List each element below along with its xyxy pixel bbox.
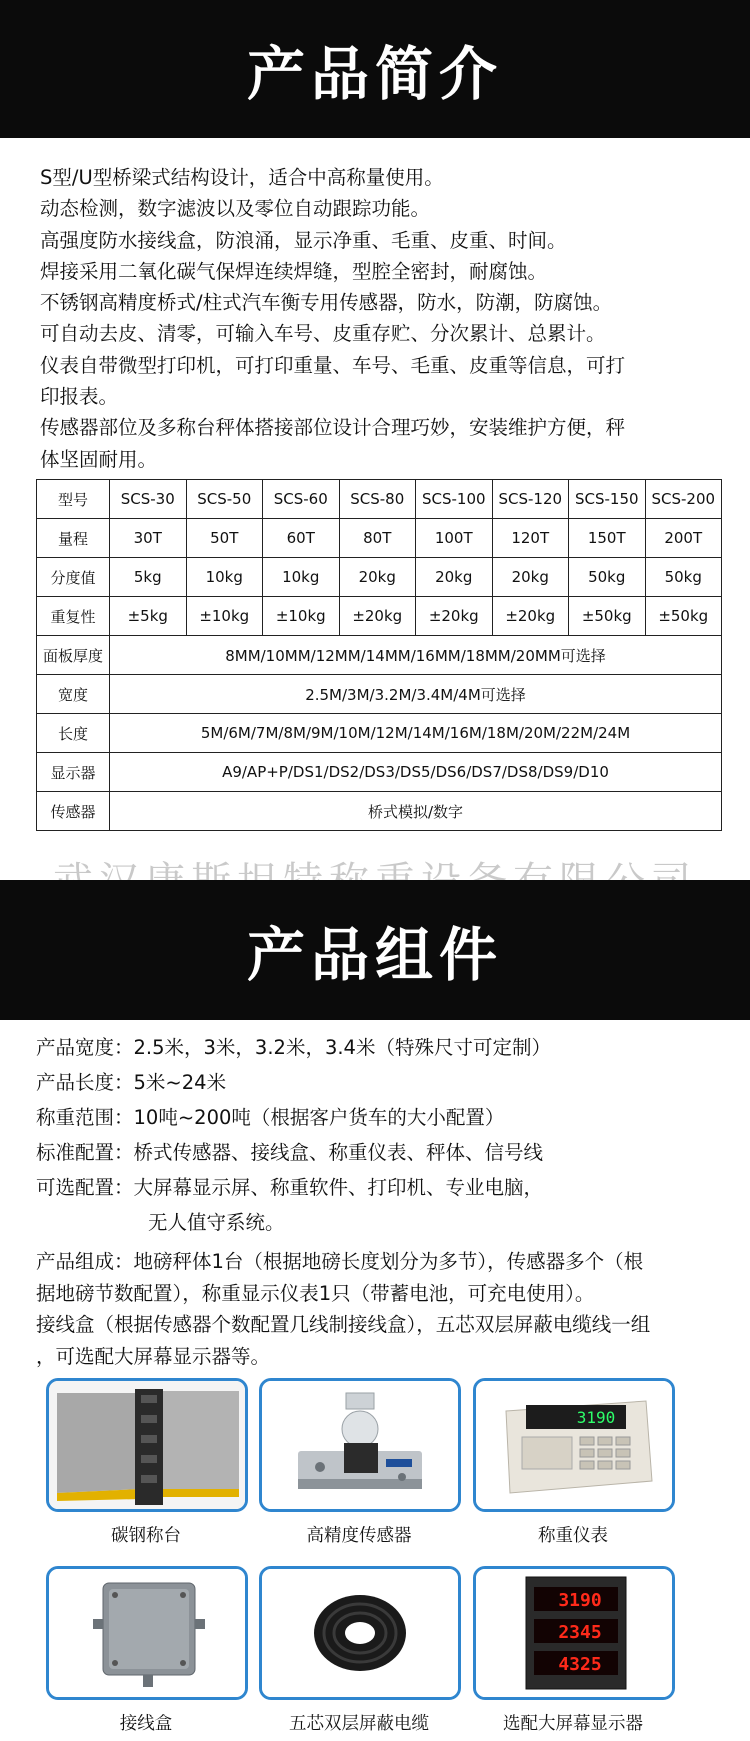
table-cell: 20kg xyxy=(416,558,493,597)
table-cell: 10kg xyxy=(186,558,263,597)
table-row xyxy=(37,636,722,675)
table-cell: 100T xyxy=(416,519,493,558)
model-cell: SCS-60 xyxy=(263,480,340,519)
table-row xyxy=(37,675,722,714)
row-header: 面板厚度 xyxy=(37,636,110,675)
row-header: 传感器 xyxy=(37,792,110,831)
table-cell: ±10kg xyxy=(263,597,340,636)
spec-value: 10吨~200吨（根据客户货车的大小配置） xyxy=(133,1106,505,1129)
list-item xyxy=(36,1135,726,1170)
spec-value: 2.5米，3米，3.2米，3.4米（特殊尺寸可定制） xyxy=(133,1036,551,1059)
intro-line: 体坚固耐用。 xyxy=(40,447,158,471)
intro-line: 可自动去皮、清零，可输入车号、皮重存贮、分次累计、总累计。 xyxy=(40,322,606,346)
spec-value: 桥式传感器、接线盒、称重仪表、秤体、信号线 xyxy=(133,1141,544,1164)
row-header: 显示器 xyxy=(37,753,110,792)
row-header: 量程 xyxy=(37,519,110,558)
intro-line: 不锈钢高精度桥式/柱式汽车衡专用传感器，防水，防潮，防腐蚀。 xyxy=(40,291,613,315)
intro-banner xyxy=(0,0,750,138)
steel-platform-image xyxy=(46,1378,248,1512)
table-cell: 50kg xyxy=(645,558,722,597)
list-item xyxy=(36,1030,726,1065)
table-row xyxy=(37,753,722,792)
components-list xyxy=(36,1030,726,1372)
intro-line: 高强度防水接线盒，防浪涌，显示净重、毛重、皮重、时间。 xyxy=(40,228,567,252)
table-row xyxy=(37,714,722,753)
product-label: 五芯双层屏蔽电缆 xyxy=(289,1714,429,1734)
junction-box-image xyxy=(46,1566,248,1700)
model-cell: SCS-80 xyxy=(339,480,416,519)
table-row xyxy=(37,480,722,519)
list-item xyxy=(36,1065,726,1100)
product-label: 高精度传感器 xyxy=(306,1526,412,1546)
product-label: 碳钢称台 xyxy=(111,1526,181,1546)
row-header: 重复性 xyxy=(37,597,110,636)
table-cell: 桥式模拟/数字 xyxy=(110,792,722,831)
composition-line: 据地磅节数配置），称重显示仪表1只（带蓄电池，可充电使用）。 xyxy=(36,1281,595,1305)
table-cell: 50kg xyxy=(569,558,646,597)
intro-line: 仪表自带微型打印机，可打印重量、车号、毛重、皮重等信息，可打 xyxy=(40,353,626,377)
table-row xyxy=(37,792,722,831)
intro-line: 印报表。 xyxy=(40,385,119,409)
intro-line: 传感器部位及多称台秤体搭接部位设计合理巧妙，安装维护方便，秤 xyxy=(40,416,626,440)
model-cell: SCS-200 xyxy=(645,480,722,519)
components-banner xyxy=(0,880,750,1020)
table-cell: 20kg xyxy=(492,558,569,597)
cable-coil-image xyxy=(259,1566,461,1700)
table-cell: 50T xyxy=(186,519,263,558)
table-cell: ±10kg xyxy=(186,597,263,636)
product-card xyxy=(46,1378,246,1547)
intro-line: 焊接采用二氧化碳气保焊连续焊缝，型腔全密封，耐腐蚀。 xyxy=(40,259,548,283)
table-cell: 2.5M/3M/3.2M/3.4M/4M可选择 xyxy=(110,675,722,714)
product-card xyxy=(473,1378,673,1547)
display-reading: 4325 xyxy=(558,1654,602,1675)
product-card xyxy=(46,1566,246,1735)
table-cell: ±20kg xyxy=(339,597,416,636)
product-card xyxy=(259,1566,459,1735)
table-cell: ±20kg xyxy=(416,597,493,636)
table-row xyxy=(37,519,722,558)
table-cell: 10kg xyxy=(263,558,340,597)
row-header: 长度 xyxy=(37,714,110,753)
table-cell: ±50kg xyxy=(645,597,722,636)
table-cell: 80T xyxy=(339,519,416,558)
table-cell: ±50kg xyxy=(569,597,646,636)
spec-key: 产品长度： xyxy=(36,1071,134,1094)
table-cell: 120T xyxy=(492,519,569,558)
table-cell: 60T xyxy=(263,519,340,558)
table-cell: 5M/6M/7M/8M/9M/10M/12M/14M/16M/18M/20M/22M/24M xyxy=(110,714,722,753)
table-cell: 200T xyxy=(645,519,722,558)
composition-line: 产品组成：地磅秤体1台（根据地磅长度划分为多节），传感器多个（根 xyxy=(36,1250,644,1273)
indicator-reading: 3190 xyxy=(576,1408,616,1427)
table-cell: ±20kg xyxy=(492,597,569,636)
intro-line: 动态检测，数字滤波以及零位自动跟踪功能。 xyxy=(40,197,431,221)
table-row xyxy=(37,597,722,636)
model-cell: SCS-50 xyxy=(186,480,263,519)
model-cell: SCS-120 xyxy=(492,480,569,519)
intro-list xyxy=(40,162,720,475)
spec-key: 产品宽度： xyxy=(36,1036,134,1059)
spec-value: 大屏幕显示屏、称重软件、打印机、专业电脑， xyxy=(133,1176,544,1199)
display-reading: 2345 xyxy=(558,1622,602,1643)
spec-key: 可选配置： xyxy=(36,1176,134,1199)
table-cell: 30T xyxy=(110,519,187,558)
table-cell: ±5kg xyxy=(110,597,187,636)
row-header: 宽度 xyxy=(37,675,110,714)
row-header: 分度值 xyxy=(37,558,110,597)
product-label: 选配大屏幕显示器 xyxy=(503,1714,643,1734)
row-header: 型号 xyxy=(37,480,110,519)
list-item xyxy=(36,1100,726,1135)
composition-line: 接线盒（根据传感器个数配置几线制接线盒），五芯双层屏蔽电缆线一组 xyxy=(36,1313,651,1336)
table-cell: 150T xyxy=(569,519,646,558)
product-label: 接线盒 xyxy=(119,1714,173,1734)
model-cell: SCS-100 xyxy=(416,480,493,519)
spec-table xyxy=(36,479,722,831)
table-cell: 20kg xyxy=(339,558,416,597)
intro-title: 产品简介 xyxy=(246,40,503,108)
product-card xyxy=(473,1566,673,1735)
optional-config-continued: 无人值守系统。 xyxy=(148,1211,285,1234)
table-row xyxy=(37,558,722,597)
components-title: 产品组件 xyxy=(246,921,503,989)
model-cell: SCS-30 xyxy=(110,480,187,519)
spec-value: 5米~24米 xyxy=(133,1071,227,1094)
load-cell-image xyxy=(259,1378,461,1512)
big-display-image xyxy=(473,1566,675,1700)
table-cell: 5kg xyxy=(110,558,187,597)
product-card xyxy=(259,1378,459,1547)
model-cell: SCS-150 xyxy=(569,480,646,519)
weighing-indicator-image xyxy=(473,1378,675,1512)
composition-line: ，可选配大屏幕显示器等。 xyxy=(36,1344,271,1368)
list-item xyxy=(36,1170,726,1205)
intro-line: S型/U型桥梁式结构设计，适合中高称量使用。 xyxy=(40,166,444,189)
display-reading: 3190 xyxy=(558,1590,602,1611)
product-label: 称重仪表 xyxy=(538,1526,608,1546)
spec-key: 标准配置： xyxy=(36,1141,134,1164)
table-cell: 8MM/10MM/12MM/14MM/16MM/18MM/20MM可选择 xyxy=(110,636,722,675)
table-cell: A9/AP+P/DS1/DS2/DS3/DS5/DS6/DS7/DS8/DS9/D10 xyxy=(110,753,722,792)
spec-key: 称重范围： xyxy=(36,1106,134,1129)
